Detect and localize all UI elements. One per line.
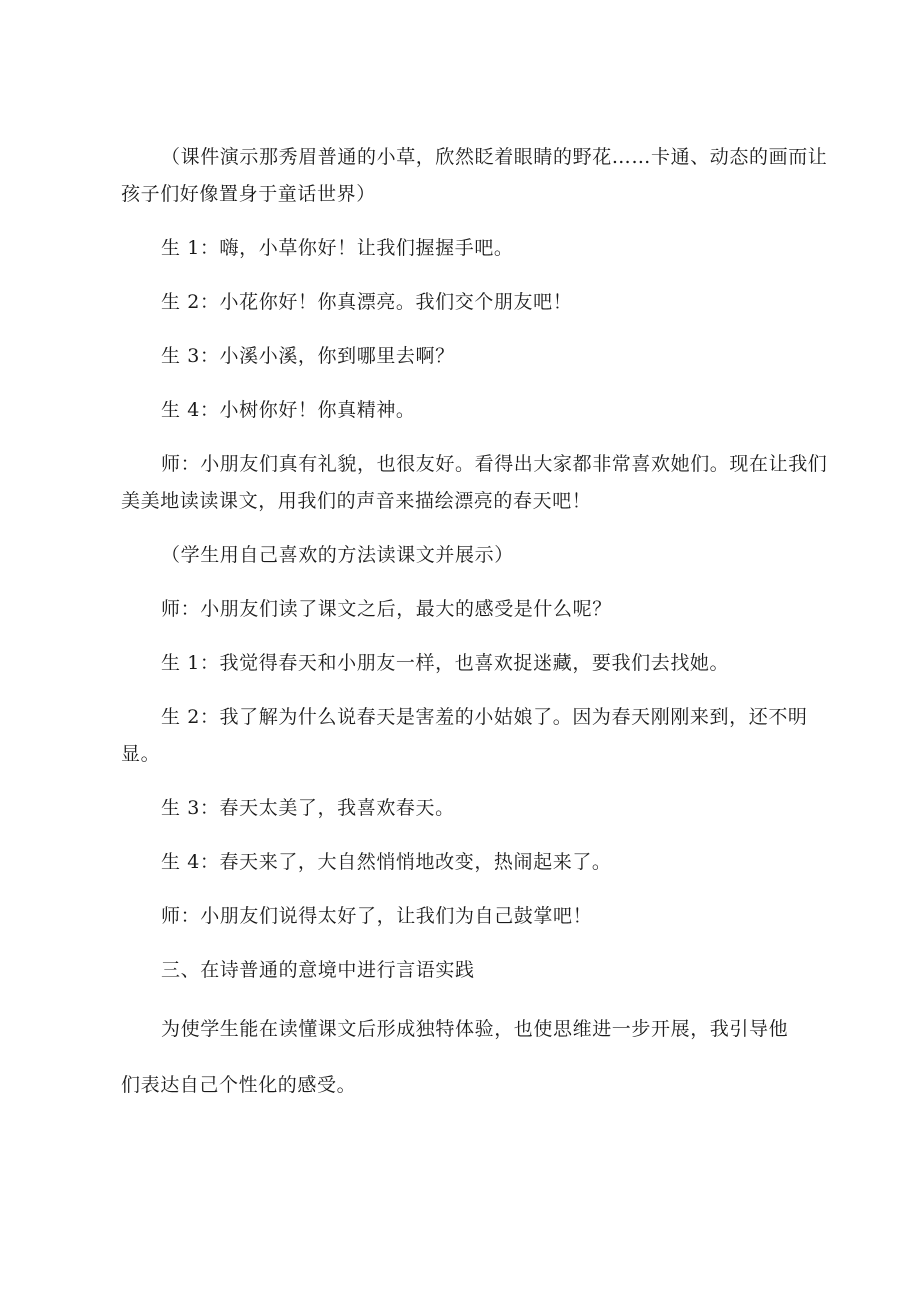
paragraph-line: 生 3：春天太美了，我喜欢春天。 [161, 797, 455, 819]
paragraph-line: 生 2：小花你好！你真漂亮。我们交个朋友吧！ [161, 291, 573, 313]
paragraph-line: 们表达自己个性化的感受。 [121, 1074, 357, 1096]
paragraph-line: 生 4：春天来了，大自然悄悄地改变，热闹起来了。 [161, 851, 612, 873]
paragraph-line: 美美地读读课文，用我们的声音来描绘漂亮的春天吧！ [121, 490, 592, 512]
paragraph-line: 师：小朋友们读了课文之后，最大的感受是什么呢？ [161, 598, 612, 620]
section-heading: 三、在诗普通的意境中进行言语实践 [161, 959, 475, 981]
paragraph-line: 生 1：我觉得春天和小朋友一样，也喜欢捉迷藏，要我们去找她。 [161, 652, 730, 674]
paragraph-line: 为使学生能在读懂课文后形成独特体验，也使思维进一步开展，我引导他 [161, 1018, 789, 1040]
paragraph-line: 生 2：我了解为什么说春天是害羞的小姑娘了。因为春天刚刚来到，还不明 [161, 706, 808, 728]
paragraph-line: 师：小朋友们说得太好了，让我们为自己鼓掌吧！ [161, 905, 593, 927]
paragraph-line: 生 4：小树你好！你真精神。 [161, 399, 416, 421]
paragraph-line: 生 1：嗨，小草你好！让我们握握手吧。 [161, 237, 514, 259]
paragraph-line: 孩子们好像置身于童话世界） [121, 183, 376, 205]
paragraph-line: （学生用自己喜欢的方法读课文并展示） [161, 544, 514, 566]
paragraph-line: 显。 [121, 743, 161, 765]
paragraph-line: （课件演示那秀眉普通的小草，欣然眨着眼睛的野花……卡通、动态的画而让 [161, 146, 828, 168]
paragraph-line: 生 3：小溪小溪，你到哪里去啊？ [161, 345, 455, 367]
paragraph-line: 师：小朋友们真有礼貌，也很友好。看得出大家都非常喜欢她们。现在让我们 [161, 453, 828, 475]
